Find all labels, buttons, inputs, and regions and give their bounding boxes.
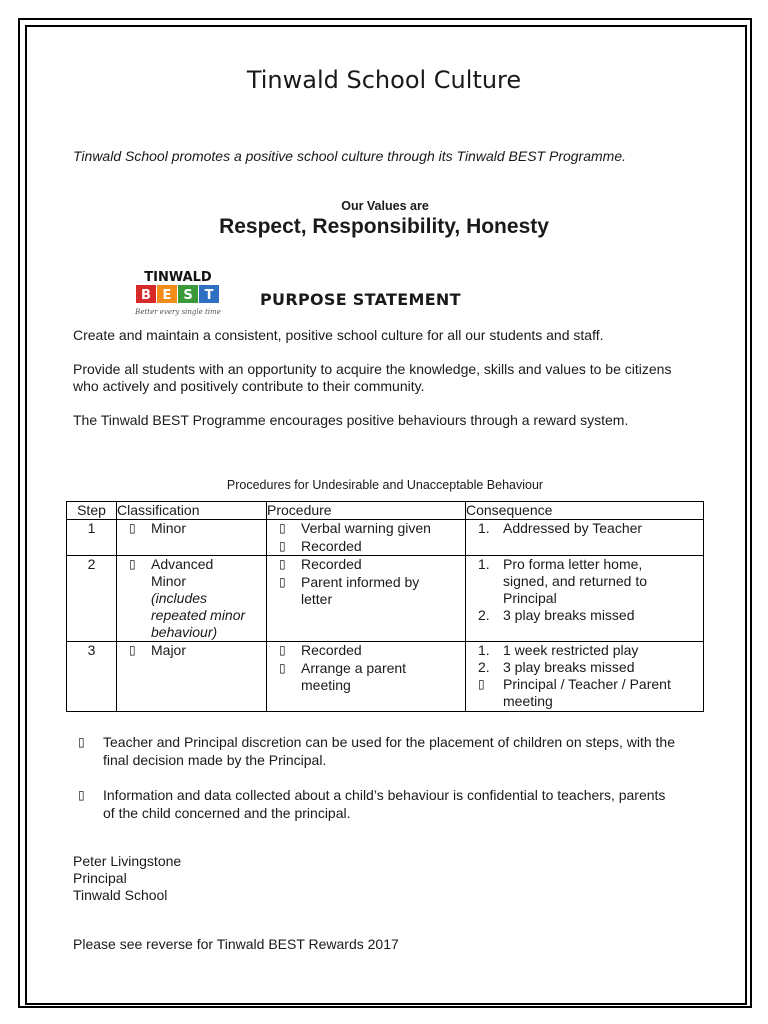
header-procedure: Procedure <box>267 502 466 520</box>
classification-note: (includes repeated minor behaviour) <box>151 590 246 640</box>
logo-word: TINWALD <box>144 270 212 285</box>
signature-role: Principal <box>73 870 127 886</box>
purpose-paragraph-2: Provide all students with an opportunity to acquire the knowledge, skills and values to be citizens who actively and positively contribute to their community. <box>73 361 672 394</box>
footer-note: Please see reverse for Tinwald BEST Rewards 2017 <box>73 936 399 952</box>
procedure-cell: ▯ Recorded ▯ Parent informed by letter <box>267 556 466 642</box>
purpose-heading: PURPOSE STATEMENT <box>260 290 461 309</box>
step-cell: 2 <box>67 556 117 642</box>
table-row <box>67 556 704 642</box>
consequence-cell: 1. 1 week restricted play 2. 3 play breaks missed ▯ Principal / Teacher / Parent meeting <box>466 642 704 712</box>
procedure-cell: ▯ Recorded ▯ Arrange a parent meeting <box>267 642 466 712</box>
step-cell: 3 <box>67 642 117 712</box>
consequence-cell: 1. Pro forma letter home, signed, and returned to Principal 2. 3 play breaks missed <box>466 556 704 642</box>
signature-name: Peter Livingstone <box>73 853 182 869</box>
bullet-icon: ▯ <box>279 661 286 675</box>
tinwald-best-logo <box>132 266 224 318</box>
bullet-icon: ▯ <box>279 557 286 571</box>
signature-school: Tinwald School <box>73 887 168 903</box>
bullet-icon: ▯ <box>78 788 85 802</box>
bullet-icon: ▯ <box>279 539 286 553</box>
header-classification: Classification <box>117 502 267 520</box>
values-heading: Respect, Responsibility, Honesty <box>219 215 549 238</box>
consequence-cell: 1. Addressed by Teacher <box>466 520 704 556</box>
signature-block <box>73 853 181 904</box>
bullet-icon: ▯ <box>129 557 136 571</box>
header-consequence: Consequence <box>466 502 704 520</box>
logo-letter-s: S <box>183 288 193 303</box>
bullet-icon: ▯ <box>478 677 485 691</box>
procedures-table <box>66 501 704 712</box>
note-confidential: ▯ Information and data collected about a child’s behaviour is confidential to teachers, parents of the child concerned and the principal. <box>78 787 666 821</box>
logo-letter-b: B <box>141 288 151 303</box>
table-row <box>67 520 704 556</box>
table-row <box>67 642 704 712</box>
classification-cell: ▯ Minor <box>117 520 267 556</box>
bullet-icon: ▯ <box>78 735 85 749</box>
bullet-icon: ▯ <box>279 575 286 589</box>
logo-tagline: Better every single time <box>135 308 221 316</box>
page-title: Tinwald School Culture <box>246 66 522 94</box>
classification-cell: ▯ Advanced Minor (includes repeated minor behaviour) <box>117 556 267 642</box>
intro-text: Tinwald School promotes a positive school culture through its Tinwald BEST Programme. <box>73 148 626 164</box>
step-cell: 1 <box>67 520 117 556</box>
table-header-row <box>67 502 704 520</box>
note-discretion: ▯ Teacher and Principal discretion can be used for the placement of children on steps, with the final decision made by the Principal. <box>78 734 675 768</box>
table-caption: Procedures for Undesirable and Unacceptable Behaviour <box>226 478 544 492</box>
procedure-cell: ▯ Verbal warning given ▯ Recorded <box>267 520 466 556</box>
values-label: Our Values are <box>341 199 429 213</box>
purpose-paragraph-1: Create and maintain a consistent, positive school culture for all our students and staff. <box>73 327 604 343</box>
logo-letter-t: T <box>204 288 214 303</box>
classification-cell: ▯ Major <box>117 642 267 712</box>
bullet-icon: ▯ <box>129 643 136 657</box>
bullet-icon: ▯ <box>279 643 286 657</box>
purpose-paragraph-3: The Tinwald BEST Programme encourages positive behaviours through a reward system. <box>73 412 629 428</box>
bullet-icon: ▯ <box>129 521 136 535</box>
header-step: Step <box>67 502 117 520</box>
logo-letter-e: E <box>162 288 172 303</box>
bullet-icon: ▯ <box>279 521 286 535</box>
